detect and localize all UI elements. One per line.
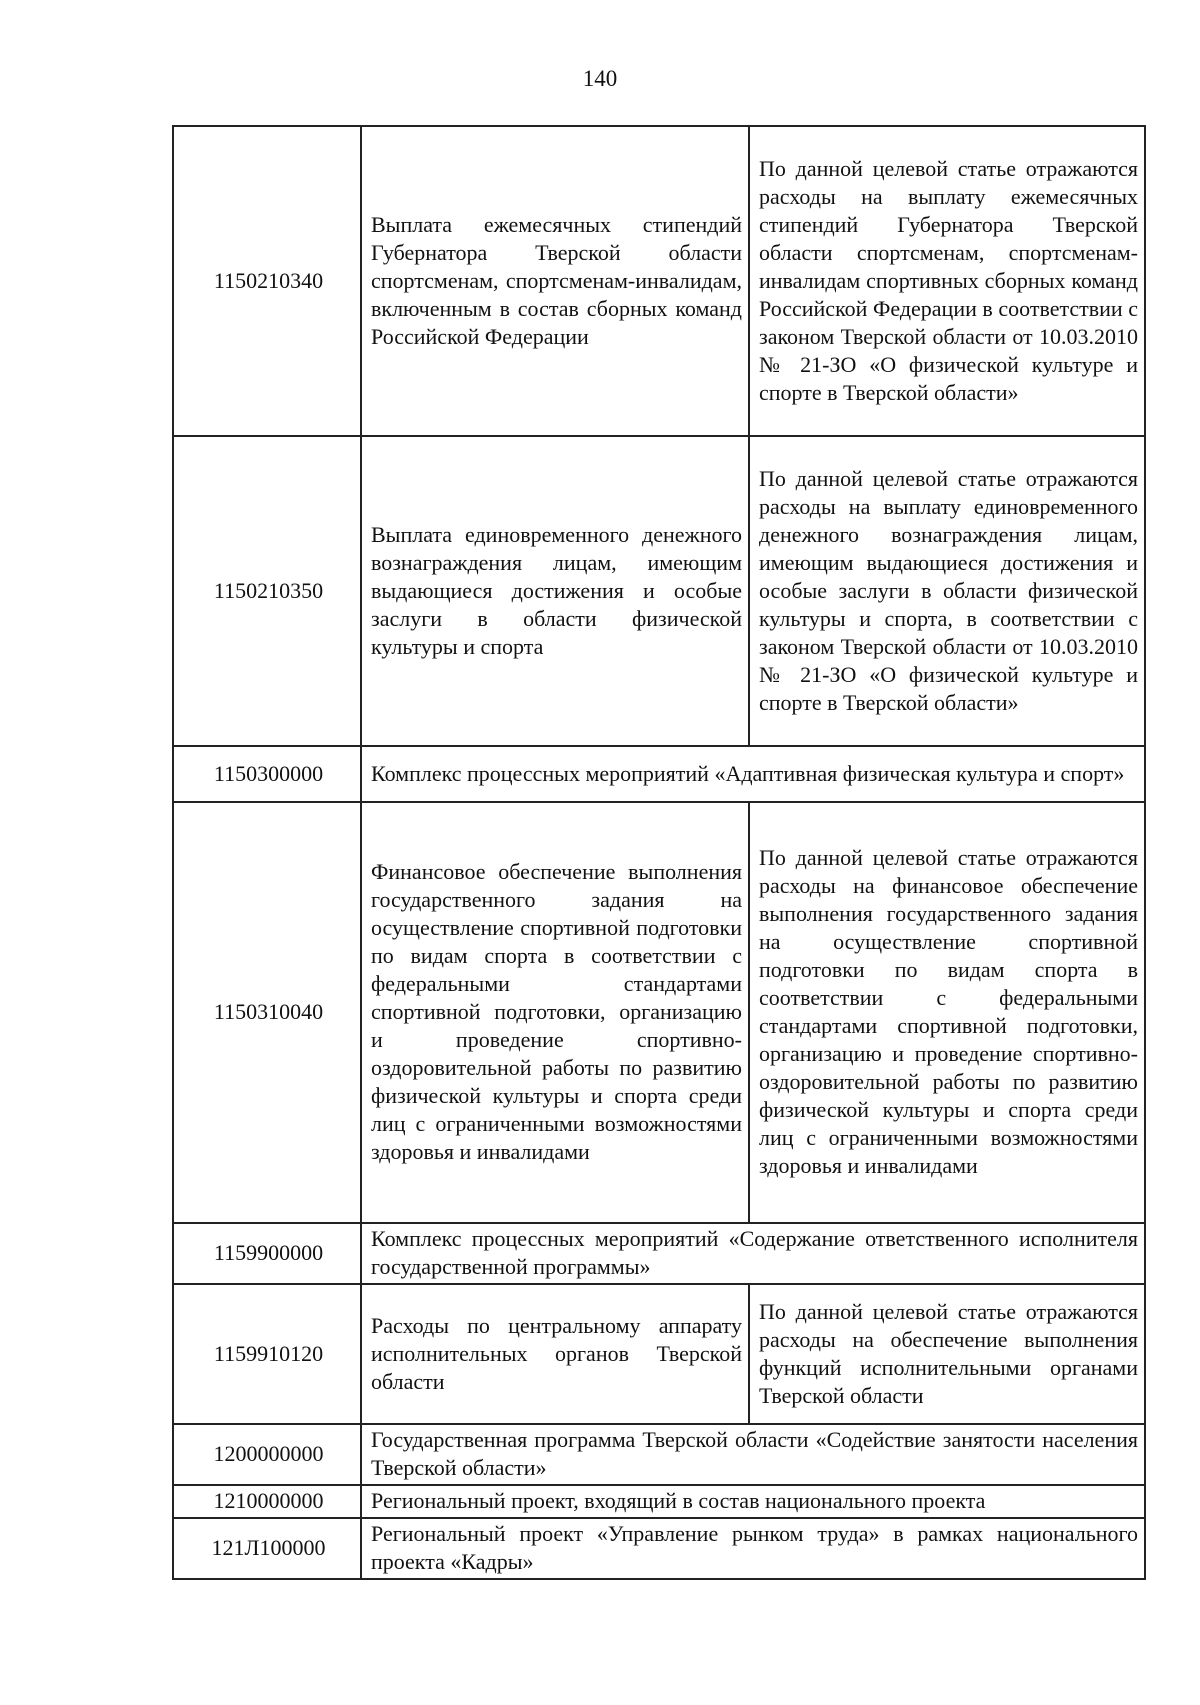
target-article-section-title: Государственная программа Тверской области «Содействие занятости населения Тверской области» — [361, 1424, 1145, 1485]
page-number: 140 — [582, 66, 618, 91]
target-article-code: 1210000000 — [173, 1485, 361, 1518]
target-article-code: 1159900000 — [173, 1223, 361, 1284]
target-article-code: 1150300000 — [173, 746, 361, 802]
target-article-description: По данной целевой статье отражаются расходы на обеспечение выполнения функций исполнительными органами Тверской области — [749, 1284, 1145, 1424]
target-article-code: 1150210340 — [173, 126, 361, 436]
target-article-name: Финансовое обеспечение выполнения государственного задания на осуществление спортивной подготовки по видам спорта в соответствии с федеральными стандартами спортивной подготовки, организацию и проведение спортивно-оздоровительной работы по развитию физической культуры и спорта среди лиц с ограниченными возможностями здоровья и инвалидами — [361, 802, 749, 1223]
target-article-section-title: Региональный проект, входящий в состав национального проекта — [361, 1485, 1145, 1518]
target-article-section-title: Комплекс процессных мероприятий «Адаптивная физическая культура и спорт» — [361, 746, 1145, 802]
target-article-description: По данной целевой статье отражаются расходы на выплату ежемесячных стипендий Губернатора Тверской области спортсменам, спортсменам-инвалидам спортивных сборных команд Российской Федерации в соответствии с законом Тверской области от 10.03.2010 № 21-ЗО «О физической культуре и спорте в Тверской области» — [749, 126, 1145, 436]
target-article-section-title: Региональный проект «Управление рынком труда» в рамках национального проекта «Кадры» — [361, 1518, 1145, 1579]
target-article-name: Выплата ежемесячных стипендий Губернатора Тверской области спортсменам, спортсменам-инвалидам, включенным в состав сборных команд Российской Федерации — [361, 126, 749, 436]
target-article-description: По данной целевой статье отражаются расходы на выплату единовременного денежного вознаграждения лицам, имеющим выдающиеся достижения и особые заслуги в области физической культуры и спорта, в соответствии с законом Тверской области от 10.03.2010 № 21-ЗО «О физической культуре и спорте в Тверской области» — [749, 436, 1145, 746]
target-article-code: 1159910120 — [173, 1284, 361, 1424]
target-article-code: 1150210350 — [173, 436, 361, 746]
table-row — [173, 1223, 1145, 1284]
table-row — [173, 1284, 1145, 1424]
table-row — [173, 746, 1145, 802]
target-article-name: Выплата единовременного денежного вознаграждения лицам, имеющим выдающиеся достижения и особые заслуги в области физической культуры и спорта — [361, 436, 749, 746]
target-article-section-title: Комплекс процессных мероприятий «Содержание ответственного исполнителя государственной программы» — [361, 1223, 1145, 1284]
budget-classification-table — [172, 125, 1146, 1580]
table-row — [173, 126, 1145, 436]
table-row — [173, 1485, 1145, 1518]
target-article-code: 121Л100000 — [173, 1518, 361, 1579]
target-article-code: 1200000000 — [173, 1424, 361, 1485]
table-row — [173, 1518, 1145, 1579]
target-article-code: 1150310040 — [173, 802, 361, 1223]
table-row — [173, 802, 1145, 1223]
target-article-description: По данной целевой статье отражаются расходы на финансовое обеспечение выполнения государственного задания на осуществление спортивной подготовки по видам спорта в соответствии с федеральными стандартами спортивной подготовки, организацию и проведение спортивно-оздоровительной работы по развитию физической культуры и спорта среди лиц с ограниченными возможностями здоровья и инвалидами — [749, 802, 1145, 1223]
target-article-name: Расходы по центральному аппарату исполнительных органов Тверской области — [361, 1284, 749, 1424]
table-row — [173, 436, 1145, 746]
table-row — [173, 1424, 1145, 1485]
